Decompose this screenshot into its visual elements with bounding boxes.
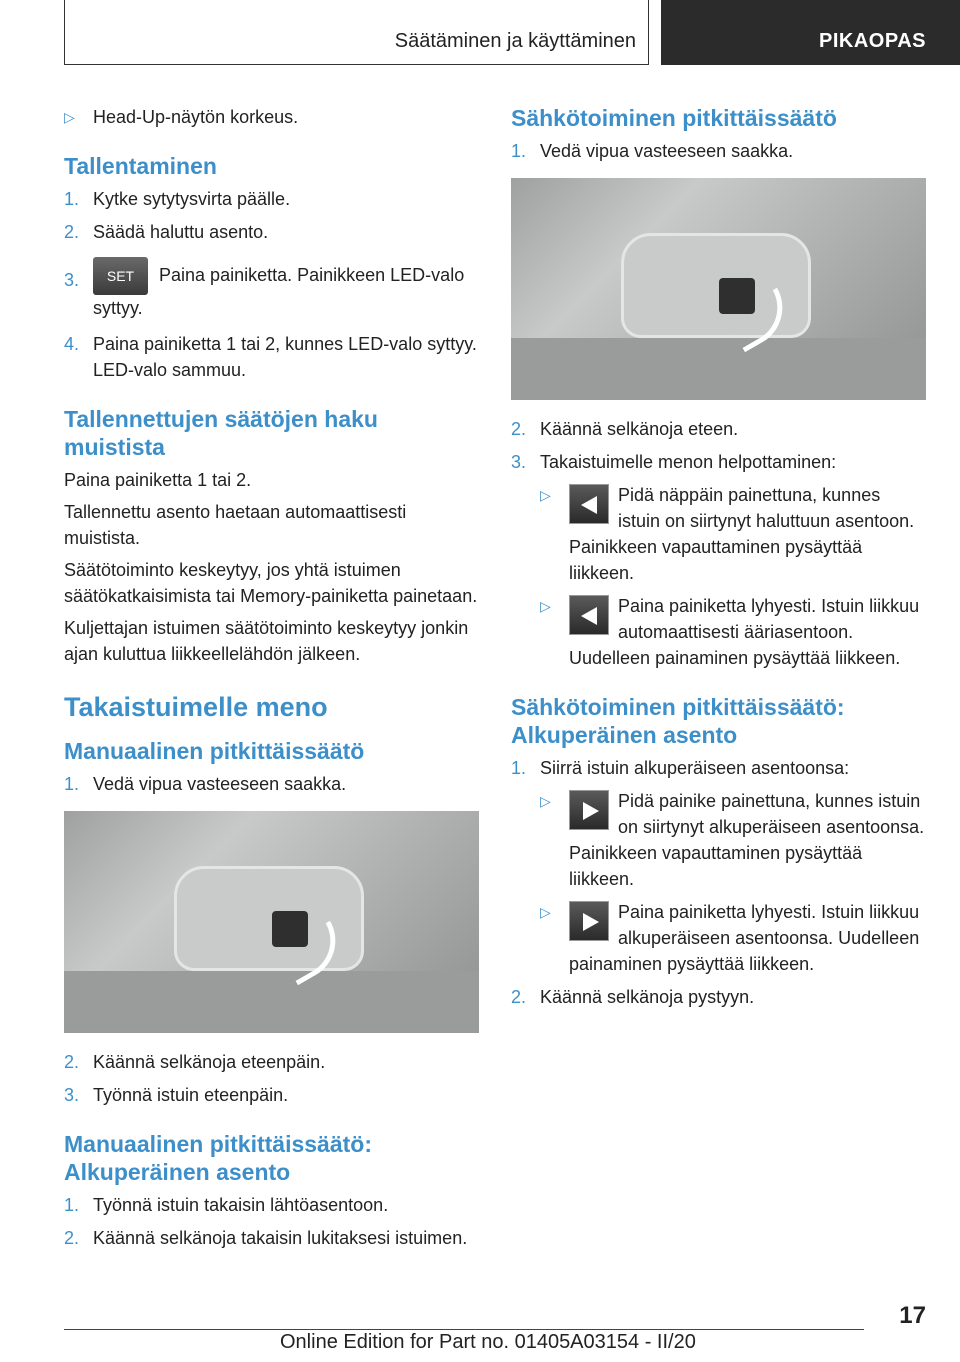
intro-bullet: ▷ Head-Up-näytön korkeus. xyxy=(64,104,479,130)
list-item: 3. Työnnä istuin eteenpäin. xyxy=(64,1085,289,1105)
main-title: Takaistuimelle meno xyxy=(64,692,328,722)
triangle-bullet-icon: ▷ xyxy=(540,598,551,614)
section-title-tallentaminen: Tallentaminen xyxy=(64,153,217,179)
section-title-electric: Sähkötoiminen pitkittäissäätö xyxy=(511,105,837,131)
list-item: 2. Käännä selkänoja eteenpäin. xyxy=(64,1052,326,1072)
list-item: 1. Työnnä istuin takaisin lähtöasentoon. xyxy=(64,1195,389,1215)
triangle-bullet-icon: ▷ xyxy=(64,109,75,125)
list-item: 2. Säädä haluttu asento. xyxy=(64,222,269,242)
arrow-right-button-icon xyxy=(569,901,609,941)
arrow-left-button-icon xyxy=(569,484,609,524)
sub-list-item: ▷ Paina painiketta lyhyesti. Istuin liikkuu automaattisesti ääriasentoon. Uudelleen painaminen pysäyttää liikkeen. xyxy=(511,593,926,671)
triangle-bullet-icon: ▷ xyxy=(540,904,551,920)
right-column xyxy=(511,104,926,1017)
paragraph: Paina painiketta 1 tai 2. xyxy=(64,470,252,490)
left-column xyxy=(64,104,479,1258)
paragraph: Tallennettu asento haetaan automaattisesti muistista. xyxy=(64,502,407,548)
page-number: 17 xyxy=(899,1302,926,1329)
section-title-manual-home: Manuaalinen pitkittäissäätö: Alkuperäinen asento xyxy=(64,1131,373,1185)
arrow-right-button-icon xyxy=(569,790,609,830)
section-title-haku: Tallennettujen säätöjen haku muistista xyxy=(64,406,378,460)
section-title-electric-home: Sähkötoiminen pitkittäissäätö: Alkuperäinen asento xyxy=(511,694,845,748)
header-tab-label: PIKAOPAS xyxy=(819,30,926,52)
list-item: 3. SET Paina painiketta. Painikkeen LED-valo syttyy. xyxy=(64,257,479,321)
sub-list-item: ▷ Pidä painike painettuna, kunnes istuin on siirtynyt alkuperäiseen asentoonsa. Painikkeen vapauttaminen pysäyttää liikkeen. xyxy=(511,788,926,892)
sub-list-item: ▷ Paina painiketta lyhyesti. Istuin liikkuu alkuperäiseen asentoonsa. Uudelleen painaminen pysäyttää liikkeen. xyxy=(511,899,926,977)
section-title-manual: Manuaalinen pitkittäissäätö xyxy=(64,738,365,764)
list-item: 1. Siirrä istuin alkuperäiseen asentoonsa: xyxy=(511,758,850,778)
seat-cushion-shape xyxy=(511,338,926,400)
paragraph: Säätötoiminto keskeytyy, jos yhtä istuimen säätökatkaisimista tai Memory-painiketta painetaan. xyxy=(64,560,478,606)
sub-list-item: ▷ Pidä näppäin painettuna, kunnes istuin on siirtynyt haluttuun asentoon. Painikkeen vapauttaminen pysäyttää liikkeen. xyxy=(511,482,926,586)
list-item: 2. Käännä selkänoja takaisin lukitaksesi istuimen. xyxy=(64,1228,468,1248)
seat-back-shape xyxy=(621,233,811,338)
header-section-box xyxy=(64,0,649,65)
list-item: 2. Käännä selkänoja pystyyn. xyxy=(511,987,755,1007)
seat-cushion-shape xyxy=(64,971,479,1033)
list-item: 1. Vedä vipua vasteeseen saakka. xyxy=(64,774,347,794)
list-item: 1. Kytke sytytysvirta päälle. xyxy=(64,189,291,209)
list-item: 1. Vedä vipua vasteeseen saakka. xyxy=(511,141,794,161)
arrow-left-button-icon xyxy=(569,595,609,635)
list-item: 4. Paina painiketta 1 tai 2, kunnes LED-valo syttyy. LED-valo sammuu. xyxy=(64,334,477,380)
list-item: 3. Takaistuimelle menon helpottaminen: xyxy=(511,452,837,472)
header-tab xyxy=(661,0,960,65)
seat-lever-illustration xyxy=(64,811,479,1033)
seat-lever-illustration xyxy=(511,178,926,400)
set-button-icon: SET xyxy=(93,257,148,295)
seat-back-shape xyxy=(174,866,364,971)
footer-edition: Online Edition for Part no. 01405A03154 - II/20 xyxy=(280,1331,696,1353)
header-section-title: Säätäminen ja käyttäminen xyxy=(394,30,636,52)
footer-divider xyxy=(64,1329,864,1330)
list-item: 2. Käännä selkänoja eteen. xyxy=(511,419,739,439)
triangle-bullet-icon: ▷ xyxy=(540,487,551,503)
triangle-bullet-icon: ▷ xyxy=(540,793,551,809)
paragraph: Kuljettajan istuimen säätötoiminto keskeytyy jonkin ajan kuluttua liikkeellelähdön jälkeen. xyxy=(64,618,469,664)
